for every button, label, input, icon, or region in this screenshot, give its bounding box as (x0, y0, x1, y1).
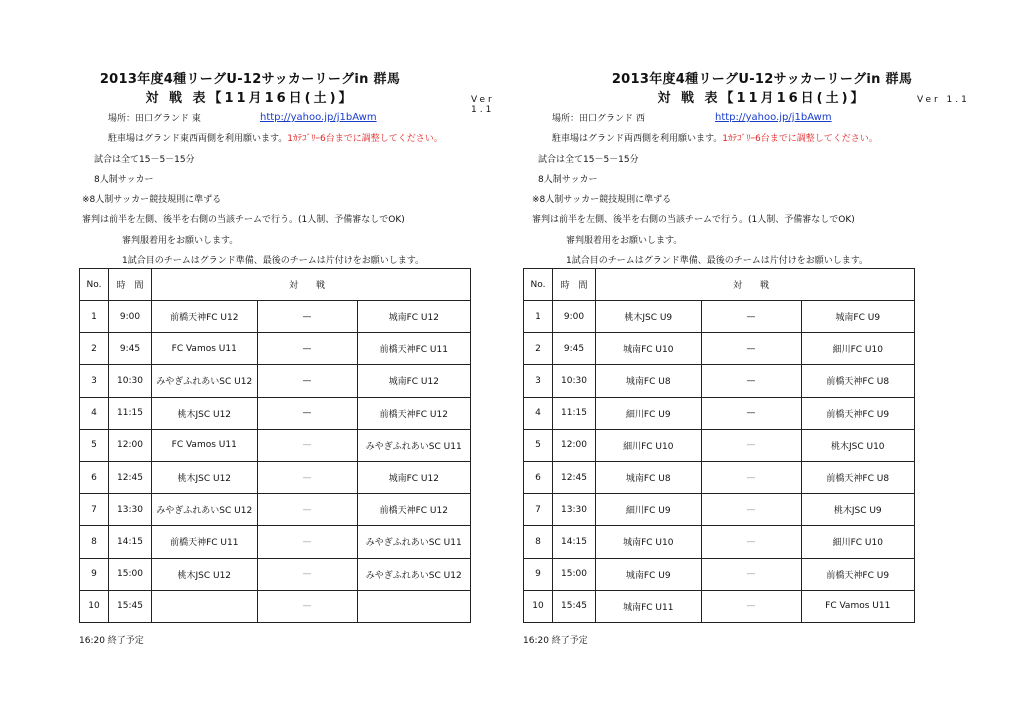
versus-dash: — (701, 590, 801, 622)
match-time: 12:00 (553, 429, 596, 461)
home-team: 桃木JSC U12 (152, 558, 258, 590)
match-no: 2 (80, 333, 109, 365)
parking-note-red: 1ｶﾃｺﾞﾘｰ6台までに調整してください。 (287, 134, 443, 144)
match-time: 13:30 (109, 494, 152, 526)
versus-dash: — (257, 301, 357, 333)
versus-dash: — (257, 429, 357, 461)
match-time: 11:15 (553, 397, 596, 429)
table-row (80, 461, 471, 493)
format-note: 8人制サッカー (538, 175, 598, 185)
table-header-row (524, 269, 915, 301)
versus-dash: — (701, 301, 801, 333)
match-time-note: 試合は全て15－5－15分 (94, 155, 195, 165)
away-team: 城南FC U12 (357, 301, 471, 333)
match-no: 4 (524, 397, 553, 429)
table-row (80, 558, 471, 590)
table-row (524, 301, 915, 333)
home-team: 桃木JSC U12 (152, 397, 258, 429)
schedule-table (523, 268, 915, 623)
sheet-subtitle: 対 戦 表【11月16日(土)】 (145, 91, 355, 106)
version-label: Ver 1.1 (917, 95, 970, 105)
home-team: 細川FC U9 (596, 397, 702, 429)
schedule-table (79, 268, 471, 623)
parking-note-red: 1ｶﾃｺﾞﾘｰ6台までに調整してください。 (722, 134, 878, 144)
versus-dash: — (701, 333, 801, 365)
parking-note (108, 131, 443, 144)
table-header-row (80, 269, 471, 301)
away-team: 前橋天神FC U9 (801, 397, 915, 429)
map-link[interactable]: http://yahoo.jp/j1bAwm (260, 112, 377, 123)
match-time: 9:00 (109, 301, 152, 333)
format-note: 8人制サッカー (94, 175, 154, 185)
match-no: 4 (80, 397, 109, 429)
match-no: 1 (524, 301, 553, 333)
away-team: 桃木JSC U9 (801, 494, 915, 526)
referee-uniform-note: 審判服着用をお願いします。 (566, 236, 683, 246)
match-time: 13:30 (553, 494, 596, 526)
versus-dash: — (257, 590, 357, 622)
header-time: 時 間 (109, 269, 152, 301)
match-time: 15:00 (553, 558, 596, 590)
away-team: 桃木JSC U10 (801, 429, 915, 461)
away-team: 前橋天神FC U8 (801, 365, 915, 397)
match-time: 9:45 (553, 333, 596, 365)
sheet-title: 2013年度4種リーグU-12サッカーリーグin 群馬 (99, 72, 401, 87)
versus-dash: — (257, 397, 357, 429)
match-time: 11:15 (109, 397, 152, 429)
sheet-subtitle: 対 戦 表【11月16日(土)】 (657, 91, 867, 106)
home-team: 城南FC U10 (596, 526, 702, 558)
away-team: 前橋天神FC U8 (801, 461, 915, 493)
sheet-title: 2013年度4種リーグU-12サッカーリーグin 群馬 (611, 72, 913, 87)
schedule-sheet-east (0, 0, 500, 724)
referee-uniform-note: 審判服着用をお願いします。 (122, 236, 239, 246)
match-time: 10:30 (553, 365, 596, 397)
away-team: 前橋天神FC U12 (357, 397, 471, 429)
versus-dash: — (701, 429, 801, 461)
table-row (80, 590, 471, 622)
parking-note-main: 駐車場はグランド両西側を利用願います。 (552, 134, 723, 144)
away-team: 前橋天神FC U12 (357, 494, 471, 526)
match-time: 14:15 (553, 526, 596, 558)
home-team: FC Vamos U11 (152, 429, 258, 461)
match-time: 10:30 (109, 365, 152, 397)
match-no: 6 (524, 461, 553, 493)
home-team: 桃木JSC U9 (596, 301, 702, 333)
match-no: 7 (524, 494, 553, 526)
home-team (152, 590, 258, 622)
away-team: みやぎふれあいSC U11 (357, 526, 471, 558)
home-team: 城南FC U11 (596, 590, 702, 622)
match-time: 15:00 (109, 558, 152, 590)
away-team (357, 590, 471, 622)
parking-note (552, 131, 878, 144)
away-team: みやぎふれあいSC U12 (357, 558, 471, 590)
home-team: 城南FC U8 (596, 461, 702, 493)
header-match: 対 戦 (701, 269, 801, 301)
away-team: FC Vamos U11 (801, 590, 915, 622)
versus-dash: — (257, 461, 357, 493)
away-team: 細川FC U10 (801, 526, 915, 558)
versus-dash: — (701, 526, 801, 558)
schedule-sheet-west (512, 0, 1012, 724)
versus-dash: — (257, 365, 357, 397)
match-time: 9:45 (109, 333, 152, 365)
match-no: 6 (80, 461, 109, 493)
match-no: 5 (80, 429, 109, 461)
table-row (524, 365, 915, 397)
match-no: 10 (524, 590, 553, 622)
home-team: みやぎふれあいSC U12 (152, 365, 258, 397)
table-row (524, 461, 915, 493)
parking-note-main: 駐車場はグランド東西両側を利用願います。 (108, 134, 288, 144)
table-row (80, 301, 471, 333)
match-no: 8 (524, 526, 553, 558)
version-label: Ver 1.1 (471, 95, 495, 115)
match-time: 12:00 (109, 429, 152, 461)
versus-dash: — (257, 558, 357, 590)
away-team: 城南FC U12 (357, 365, 471, 397)
header-time: 時 間 (553, 269, 596, 301)
table-row (80, 429, 471, 461)
table-row (524, 558, 915, 590)
home-team: 城南FC U8 (596, 365, 702, 397)
match-time: 14:15 (109, 526, 152, 558)
home-team: FC Vamos U11 (152, 333, 258, 365)
header-no: No. (524, 269, 553, 301)
table-row (524, 526, 915, 558)
home-team: 細川FC U10 (596, 429, 702, 461)
match-no: 7 (80, 494, 109, 526)
end-time-note: 16:20 終了予定 (79, 636, 144, 646)
referee-note: 審判は前半を左側、後半を右側の当該チームで行う。(1人制、予備審なしでOK) (532, 215, 855, 225)
header-no: No. (80, 269, 109, 301)
match-no: 2 (524, 333, 553, 365)
away-team: 城南FC U12 (357, 461, 471, 493)
match-no: 1 (80, 301, 109, 333)
versus-dash: — (701, 461, 801, 493)
table-row (80, 333, 471, 365)
home-team: 桃木JSC U12 (152, 461, 258, 493)
versus-dash: — (701, 494, 801, 526)
away-team: 城南FC U9 (801, 301, 915, 333)
rules-note: ※8人制サッカー競技規則に準ずる (82, 195, 222, 205)
home-team: 前橋天神FC U12 (152, 301, 258, 333)
match-time: 12:45 (109, 461, 152, 493)
home-team: 細川FC U9 (596, 494, 702, 526)
table-row (80, 397, 471, 429)
away-team: 前橋天神FC U11 (357, 333, 471, 365)
table-row (524, 590, 915, 622)
match-time: 12:45 (553, 461, 596, 493)
prep-note: 1試合目のチームはグランド準備、最後のチームは片付けをお願いします。 (122, 256, 425, 266)
table-row (524, 429, 915, 461)
versus-dash: — (701, 558, 801, 590)
home-team: 前橋天神FC U11 (152, 526, 258, 558)
match-time: 15:45 (553, 590, 596, 622)
versus-dash: — (701, 397, 801, 429)
home-team: みやぎふれあいSC U12 (152, 494, 258, 526)
map-link[interactable]: http://yahoo.jp/j1bAwm (715, 112, 832, 123)
table-row (524, 333, 915, 365)
versus-dash: — (701, 365, 801, 397)
versus-dash: — (257, 526, 357, 558)
match-time: 9:00 (553, 301, 596, 333)
table-row (80, 526, 471, 558)
match-no: 9 (80, 558, 109, 590)
header-match: 対 戦 (257, 269, 357, 301)
table-row (524, 397, 915, 429)
versus-dash: — (257, 333, 357, 365)
table-row (524, 494, 915, 526)
away-team: 前橋天神FC U9 (801, 558, 915, 590)
match-no: 5 (524, 429, 553, 461)
rules-note: ※8人制サッカー競技規則に準ずる (532, 195, 672, 205)
place-label: 場所：田口グランド 東 (108, 114, 201, 124)
match-no: 8 (80, 526, 109, 558)
table-row (80, 494, 471, 526)
end-time-note: 16:20 終了予定 (523, 636, 588, 646)
referee-note: 審判は前半を左側、後半を右側の当該チームで行う。(1人制、予備審なしでOK) (82, 215, 405, 225)
prep-note: 1試合目のチームはグランド準備、最後のチームは片付けをお願いします。 (566, 256, 869, 266)
table-row (80, 365, 471, 397)
home-team: 城南FC U9 (596, 558, 702, 590)
match-time-note: 試合は全て15－5－15分 (538, 155, 639, 165)
away-team: みやぎふれあいSC U11 (357, 429, 471, 461)
match-no: 3 (80, 365, 109, 397)
match-no: 10 (80, 590, 109, 622)
away-team: 細川FC U10 (801, 333, 915, 365)
match-no: 3 (524, 365, 553, 397)
versus-dash: — (257, 494, 357, 526)
match-no: 9 (524, 558, 553, 590)
match-time: 15:45 (109, 590, 152, 622)
place-label: 場所：田口グランド 西 (552, 114, 645, 124)
home-team: 城南FC U10 (596, 333, 702, 365)
